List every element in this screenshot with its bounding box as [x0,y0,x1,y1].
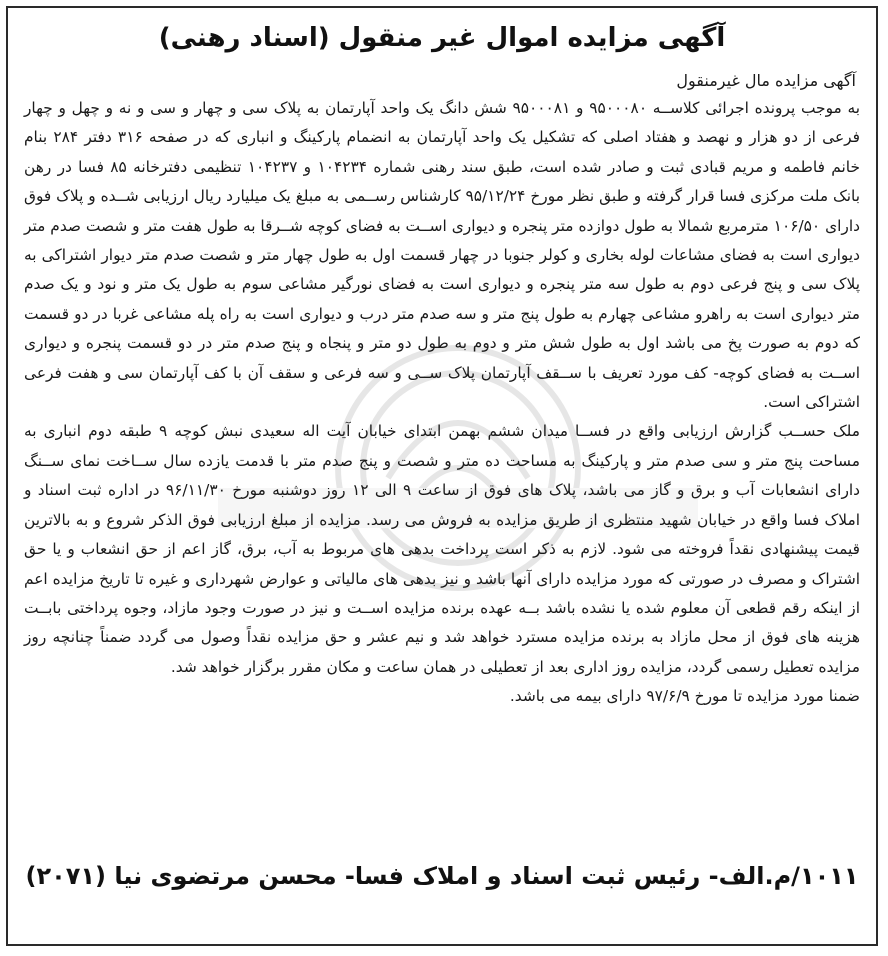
notice-paragraph: ضمنا مورد مزایده تا مورخ ۹۷/۶/۹ دارای بیمه می باشد. [509,687,860,706]
notice-body [24,94,860,712]
notice-signature-line: ۱۰۱۱/م.الف- رئیس ثبت اسناد و املاک فسا- محسن مرتضوی نیا (۲۰۷۱) [25,862,859,890]
notice-frame [6,6,878,946]
notice-subtitle: آگهی مزایده مال غیرمنقول [676,71,856,90]
notice-paragraph: ملک حســب گزارش ارزیابی واقع در فســا میدان ششم بهمن ابتدای خیابان آیت اله سعیدی نبش کوچه ۹ طبقه دوم انباری به مساحت پنج متر و سی صدم متر و پارکینگ به مساحت ده متر و شصت و پنج صدم متر با قدمت یازده سال ســاخت نمای ســنگ دارای انشعابات آب و برق و گاز می باشد، پلاک های فوق از ساعت ۹ الی ۱۲ روز دوشنبه مورخ ۹۶/۱۱/۳۰ در اداره ثبت اسناد و املاک فسا واقع در خیابان شهید منتظری از طریق مزایده به فروش می رسد. مزایده از مبلغ ارزیابی فوق الذکر شروع و به بالاترین قیمت پیشنهادی نقداً فروخته می شود. لازم به ذکر است پرداخت بدهی های مربوط به آب، برق، گاز اعم از حق انشعاب و یا حق اشتراک و مصرف در صورتی که مورد مزایده دارای آنها باشد و نیز بدهی های مالیاتی و عوارض شهرداری و غیره تا تاریخ مزایده اعم از اینکه رقم قطعی آن معلوم شده یا نشده باشد بــه عهده برنده مزایده اســت و نیز در صورت وجود مازاد، وجوه پرداختی بابــت هزینه های فوق از محل مازاد به برنده مزایده مسترد خواهد شد و نیم عشر و حق مزایده نقداً وصول می گردد ضمناً چنانچه روز مزایده تعطیل رسمی گردد، مزایده روز اداری بعد از تعطیلی در همان ساعت و مکان مقرر برگزار خواهد شد. [24,422,861,676]
notice-paragraph: به موجب پرونده اجرائی کلاســه ۹۵۰۰۰۸۰ و ۹۵۰۰۰۸۱ شش دانگ یک واحد آپارتمان به پلاک سی و چهار و سی و نه و چهل و چهار فرعی از دو هزار و نهصد و هفتاد اصلی که تشکیل یک واحد آپارتمان به انضمام پارکینگ و انباری که در صفحه ۳۱۶ دفتر ۲۸۴ بنام خانم فاطمه و مریم قبادی ثبت و صادر شده است، طبق سند رهنی شماره ۱۰۴۲۳۴ و ۱۰۴۲۳۷ تنظیمی دفترخانه ۸۵ فسا در رهن بانک ملت مرکزی فسا قرار گرفته و طبق نظر مورخ ۹۵/۱۲/۲۴ کارشناس رســمی به مبلغ یک میلیارد ریال ارزیابی شــده و پلاک فوق دارای ۱۰۶/۵۰ مترمربع شمالا به طول دوازده متر پنجره و دیواری اســت به فضای کوچه شــرقا به طول هفت متر و شصت صدم متر دیواری است به فضای مشاعات لوله بخاری و کولر جنوبا در چهار قسمت اول به طول چهار متر و شصت صدم متر دیوار اشتراکی به پلاک سی و پنج فرعی دوم به طول سه متر پنجره و دیواری است به فضای نورگیر مشاعی سوم به طول یک متر و نود و یک صدم متر دیواری است به راهرو مشاعی چهارم به طول پنج متر و سه صدم متر درب و دیواری است به راه پله مشاعی غربا در دو قسمت که دوم به صورت پخ می باشد اول به طول شش متر و دوم به طول دو متر و پنجاه و پنج صدم متر در دو قسمت پنجره و دیواری اســت به فضای کوچه- کف مورد تعریف با ســقف آپارتمان پلاک ســی و سه فرعی و سقف آن با کف آپارتمان سی و هفت فرعی اشتراکی است. [24,99,861,412]
notice-title: آگهی مزایده اموال غیر منقول (اسناد رهنی) [158,23,726,53]
